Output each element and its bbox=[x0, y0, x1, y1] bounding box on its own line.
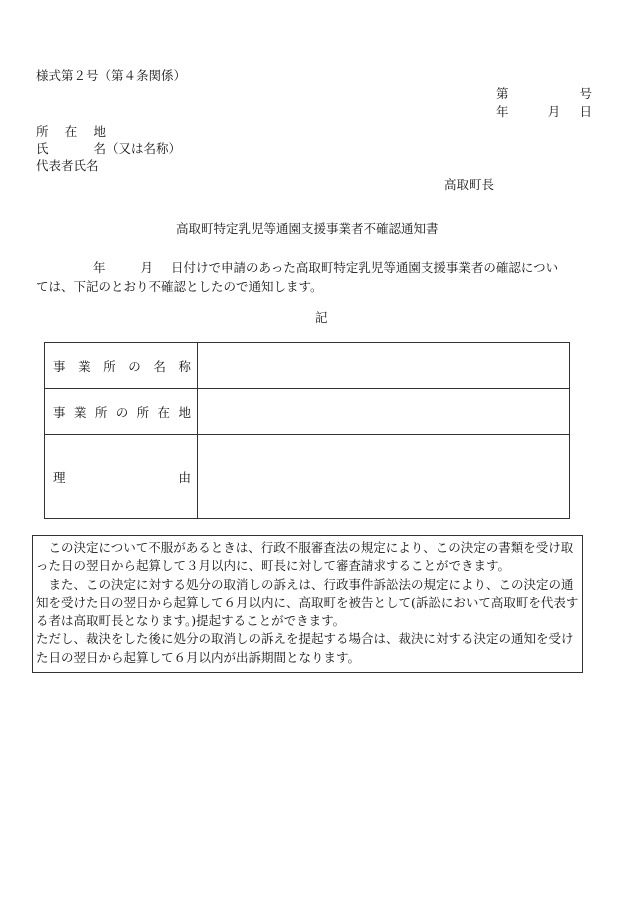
name-note: （又は名称） bbox=[106, 141, 182, 156]
body-year: 年 bbox=[93, 260, 106, 275]
date-day: 日 bbox=[579, 104, 592, 119]
date-month: 月 bbox=[547, 104, 561, 119]
name-label: 氏 名 （又は名称） bbox=[36, 141, 182, 156]
number-prefix: 第 bbox=[496, 86, 509, 101]
table-row bbox=[45, 389, 570, 435]
form-number: 様式第２号（第４条関係） bbox=[36, 68, 187, 83]
body-line-1-text: 日付けで申請のあった高取町特定乳児等通園支援事業者の確認につい bbox=[171, 260, 559, 275]
row-label-facility-name: 事 業 所 の 名 称 bbox=[45, 343, 198, 389]
reference-block bbox=[496, 88, 592, 124]
body-line-1 bbox=[36, 258, 558, 277]
table-row bbox=[45, 343, 570, 389]
reason-value[interactable] bbox=[198, 435, 570, 519]
row-label-facility-address: 事 業 所 の 所 在 地 bbox=[45, 389, 198, 435]
notice-paragraph-1: この決定について不服があるときは、行政不服審査法の規定により、この決定の書類を受け取った日の翌日から起算して３月以内に、町長に対して審査請求することができます。 bbox=[36, 540, 574, 574]
table-row bbox=[45, 435, 570, 519]
issuer: 高取町長 bbox=[444, 177, 495, 192]
body-line-2: ては、下記のとおり不確認としたので通知します。 bbox=[36, 279, 323, 294]
appeal-notice-box bbox=[32, 535, 583, 673]
facility-address-value[interactable] bbox=[198, 389, 570, 435]
facility-name-value[interactable] bbox=[198, 343, 570, 389]
document-date-line bbox=[496, 106, 592, 124]
details-table bbox=[44, 342, 570, 519]
ki-label: 記 bbox=[315, 310, 328, 325]
body-text bbox=[36, 258, 558, 296]
addressee-block bbox=[36, 123, 181, 174]
representative-label: 代表者氏名 bbox=[36, 158, 99, 173]
date-year: 年 bbox=[496, 104, 509, 119]
document-number-line bbox=[496, 88, 592, 106]
location-label: 所 在 地 bbox=[36, 124, 106, 139]
document-title: 高取町特定乳児等通園支援事業者不確認通知書 bbox=[176, 221, 439, 236]
number-suffix: 号 bbox=[579, 86, 592, 101]
body-month: 月 bbox=[140, 260, 154, 275]
notice-paragraph-2: また、この決定に対する処分の取消しの訴えは、行政事件訴訟法の規定により、この決定の通知を受けた日の翌日から起算して６月以内に、高取町を被告として(訴訟において高取町を代表する者は高取町長となります。)提起することができます。 bbox=[36, 576, 579, 629]
row-label-reason: 理 由 bbox=[45, 435, 198, 519]
notice-paragraph-3: ただし、裁決をした後に処分の取消しの訴えを提起する場合は、裁決に対する決定の通知を受けた日の翌日から起算して６月以内が出訴期間となります。 bbox=[36, 631, 574, 665]
